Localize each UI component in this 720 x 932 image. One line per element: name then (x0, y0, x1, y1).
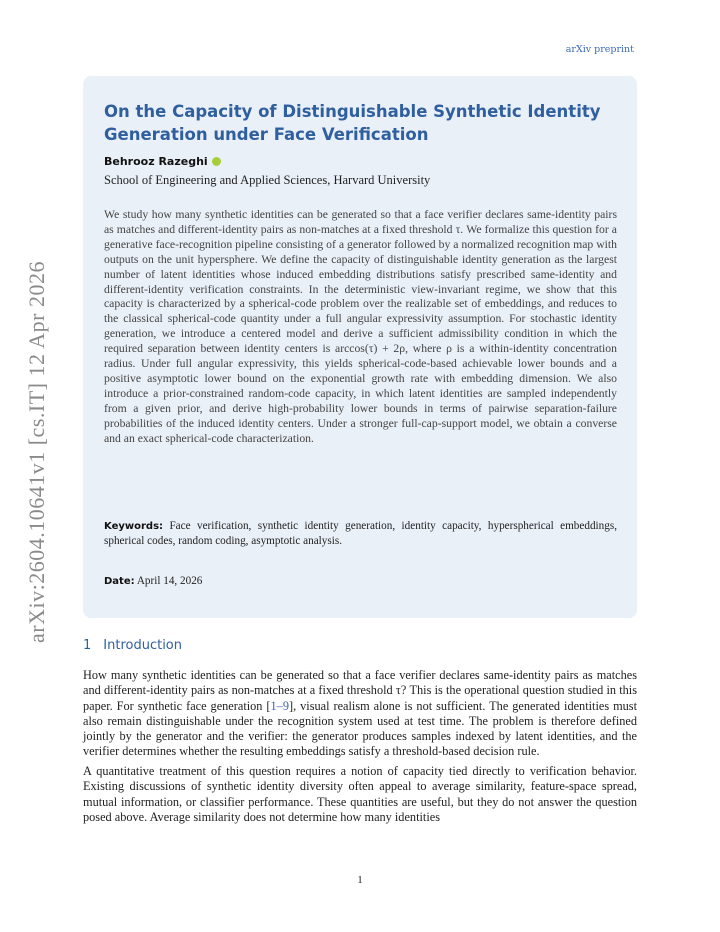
intro-paragraph-1 (83, 668, 637, 760)
para1-text-a: How many synthetic identities can be generated so that a face verifier declares same-identity pairs as matches and different-identity pairs as non-matches at a fixed threshold τ? This is the operational question studied in this paper. For synthetic face generation [ (83, 668, 637, 713)
keywords-text: Face verification, synthetic identity generation, identity capacity, hyperspherical embeddings, spherical codes, random coding, asymptotic analysis. (104, 520, 618, 547)
abstract (104, 208, 617, 447)
section-heading (83, 638, 182, 653)
para2-text: A quantitative treatment of this question requires a notion of capacity tied directly to verification behavior. Existing discussions of synthetic identity diversity often appeal to average similarity, feature-space spread, mutual information, or classifier performance. These quantities are useful, but they do not answer the question posed above. Average similarity does not determine how many identities (83, 764, 637, 824)
keywords-label: Keywords: (104, 521, 164, 532)
author-name: Behrooz Razeghi (104, 155, 208, 168)
intro-paragraph-2 (83, 764, 637, 825)
paper-title: On the Capacity of Distinguishable Synthetic Identity Generation under Face Verification (104, 102, 601, 144)
orcid-icon[interactable] (212, 157, 221, 166)
date-value: April 14, 2026 (136, 575, 203, 587)
date-label: Date: (104, 576, 135, 587)
running-header: arXiv preprint (565, 44, 634, 55)
section-number: 1 (83, 638, 92, 653)
affiliation: School of Engineering and Applied Sciences, Harvard University (104, 173, 431, 187)
date-line (104, 575, 202, 587)
abstract-text: We study how many synthetic identities can be generated so that a face verifier declares same-identity pairs as matches and different-identity pairs as non-matches at a fixed threshold τ. We formalize this question for a generative face-recognition pipeline consisting of a generator followed by a normalized recognition map with outputs on the unit hypersphere. We define the capacity of distinguishable identity generation as the largest number of latent identities whose induced embedding distributions satisfy prescribed same-identity and different-identity verification constraints. In the deterministic view-invariant regime, we show that this capacity is characterized by a spherical-code problem over the realizable set of embeddings, and reduces to the classical spherical-code quantity under a full angular expressivity assumption. For stochastic identity generation, we introduce a centered model and derive a sufficient admissibility condition in which the required separation between identity centers is arccos(τ) + 2ρ, where ρ is a within-identity concentration radius. Under full angular expressivity, this yields spherical-code-based achievable lower bounds and a positive asymptotic lower bound on the exponential growth rate with embedding dimension. We also introduce a prior-constrained random-code capacity, in which latent identities are sampled independently from a given prior, and derive high-probability lower bounds in terms of pairwise separation-failure probabilities of the induced identity centers. Under a stronger full-cap-support model, we obtain a converse and an exact spherical-code characterization. (104, 208, 617, 445)
section-title: Introduction (103, 638, 183, 653)
author-line (104, 155, 221, 168)
arxiv-id-text: arXiv:2604.10641v1 [cs.IT] 12 Apr 2026 (24, 261, 49, 643)
keywords (104, 519, 617, 549)
para1-text-b: ], visual realism alone is not sufficient. The generated identities must also remain distinguishable under the recognition system used at test time. The problem is therefore defined jointly by the generator and the verifier: the generator produces samples indexed by latent identities, and the verifier determines whether the resulting embeddings satisfy a threshold-based decision rule. (83, 698, 637, 759)
citation-link[interactable]: 1–9 (270, 698, 289, 713)
page-number: 1 (357, 874, 363, 886)
